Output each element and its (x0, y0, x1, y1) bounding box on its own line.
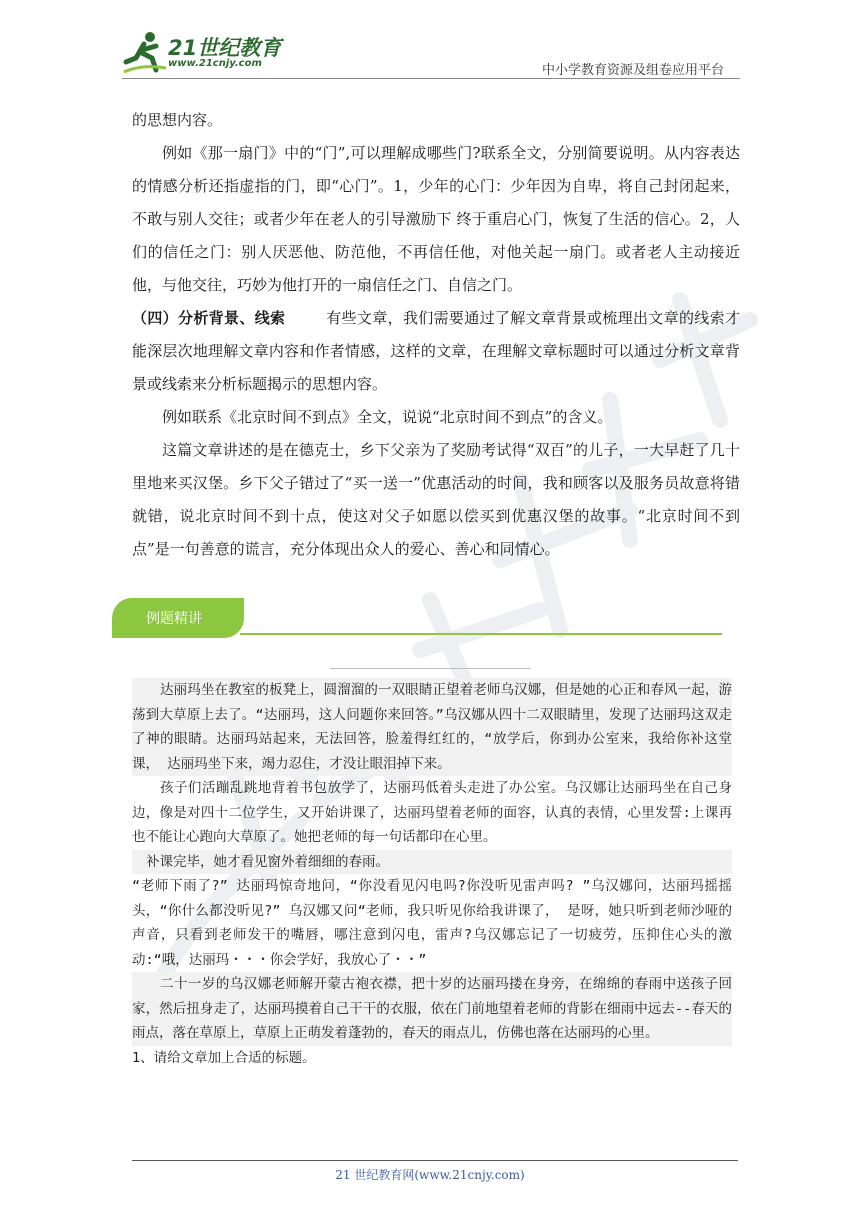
page-footer: 21 世纪教育网(www.21cnjy.com) (335, 1168, 525, 1182)
example-paragraph: 达丽玛坐在教室的板凳上，圆溜溜的一双眼睛正望着老师乌汉娜，但是她的心正和春风一起，游荡到大草原上去了。“达丽玛，这人问题你来回答。”乌汉娜从四十二双眼睛里，发现了达丽玛这双走了神的眼睛。达丽玛站起来，无法回答，脸羞得红红的，“放学后，你到办公室来，我给你补这堂课， 达丽玛坐下来，竭力忍住，才没让眼泪掉下来。 (132, 678, 732, 776)
header-platform-title: 中小学教育资源及组卷应用平台 (541, 63, 724, 78)
paragraph: 例如联系《北京时间不到点》全文，说说“北京时间不到点”的含义。 (162, 408, 613, 426)
header-divider (122, 78, 740, 79)
paragraph-with-heading (132, 302, 740, 401)
page-header (122, 28, 740, 82)
example-passage (132, 678, 732, 1070)
paragraph-text: 有些文章，我们需要通过了解文章背景或梳理出文章的线索才能深层次地理解文章内容和作者情感，这样的文章，在理解文章标题时可以通过分析文章背景或线索来分析标题揭示的思想内容。 (132, 309, 740, 393)
paragraph: 的思想内容。 (132, 111, 223, 129)
footer-divider (132, 1160, 738, 1161)
question: 1、请给文章加上合适的标题。 (132, 1049, 316, 1066)
example-paragraph: 补课完毕，她才看见窗外着细细的春雨。 (132, 850, 732, 875)
logo-text: 21世纪教育 (168, 36, 282, 60)
example-paragraph: 二十一岁的乌汉娜老师解开蒙古袍衣襟，把十岁的达丽玛搂在身旁，在绵绵的春雨中送孩子回家，然后扭身走了，达丽玛摸着自己干干的衣服，依在门前地望着老师的背影在细雨中远去--春天的雨点，落在草原上，草原上正萌发着蓬勃的，春天的雨点儿，仿佛也落在达丽玛的心里。 (132, 972, 732, 1046)
logo (122, 28, 292, 78)
section-heading: （四）分析背景、线索 (132, 309, 286, 327)
logo-url: www.21cnjy.com (168, 58, 262, 69)
short-divider (330, 668, 530, 669)
section-divider (240, 633, 722, 635)
paragraph: 例如《那一扇门》中的“门”,可以理解成哪些门?联系全文，分别简要说明。从内容表达的情感分析还指虚指的门，即“心门”。1，少年的心门：少年因为自卑，将自己封闭起来，不敢与别人交往；或者少年在老人的引导激励下 终于重启心门，恢复了生活的信心。2，人们的信任之门：别人厌恶他、防范他，不再信任他，对他关起一扇门。或者老人主动接近他，与他交往，巧妙为他打开的一扇信任之门、自信之门。 (132, 144, 740, 294)
section-tab (112, 598, 244, 638)
body-text (132, 104, 740, 566)
runner-logo-icon (122, 28, 168, 78)
section-tab-label: 例题精讲 (146, 611, 202, 627)
paragraph: 这篇文章讲述的是在德克士，乡下父亲为了奖励考试得“双百”的儿子，一大早赶了几十里地来买汉堡。乡下父子错过了“买一送一”优惠活动的时间，我和顾客以及服务员故意将错就错，说北京时间不到十点，使这对父子如愿以偿买到优惠汉堡的故事。“北京时间不到点”是一句善意的谎言，充分体现出众人的爱心、善心和同情心。 (132, 441, 740, 558)
example-paragraph: 孩子们活蹦乱跳地背着书包放学了，达丽玛低着头走进了办公室。乌汉娜让达丽玛坐在自己身边，像是对四十二位学生，又开始讲课了，达丽玛望着老师的面容，认真的表情，心里发誓:上课再也不能让心跑向大草原了。她把老师的每一句话都印在心里。 (132, 780, 732, 845)
example-paragraph: “老师下雨了?” 达丽玛惊奇地问，“你没看见闪电吗?你没听见雷声吗? ”乌汉娜问，达丽玛摇摇头，“你什么都没听见?” 乌汉娜又问“老师，我只听见你给我讲课了， 是呀，她只听到老师沙哑的声音，只看到老师发干的嘴唇，哪注意到闪电，雷声?乌汉娜忘记了一切疲劳，压抑住心头的激动:“哦，达丽玛・・・你会学好，我放心了・・” (132, 878, 732, 968)
